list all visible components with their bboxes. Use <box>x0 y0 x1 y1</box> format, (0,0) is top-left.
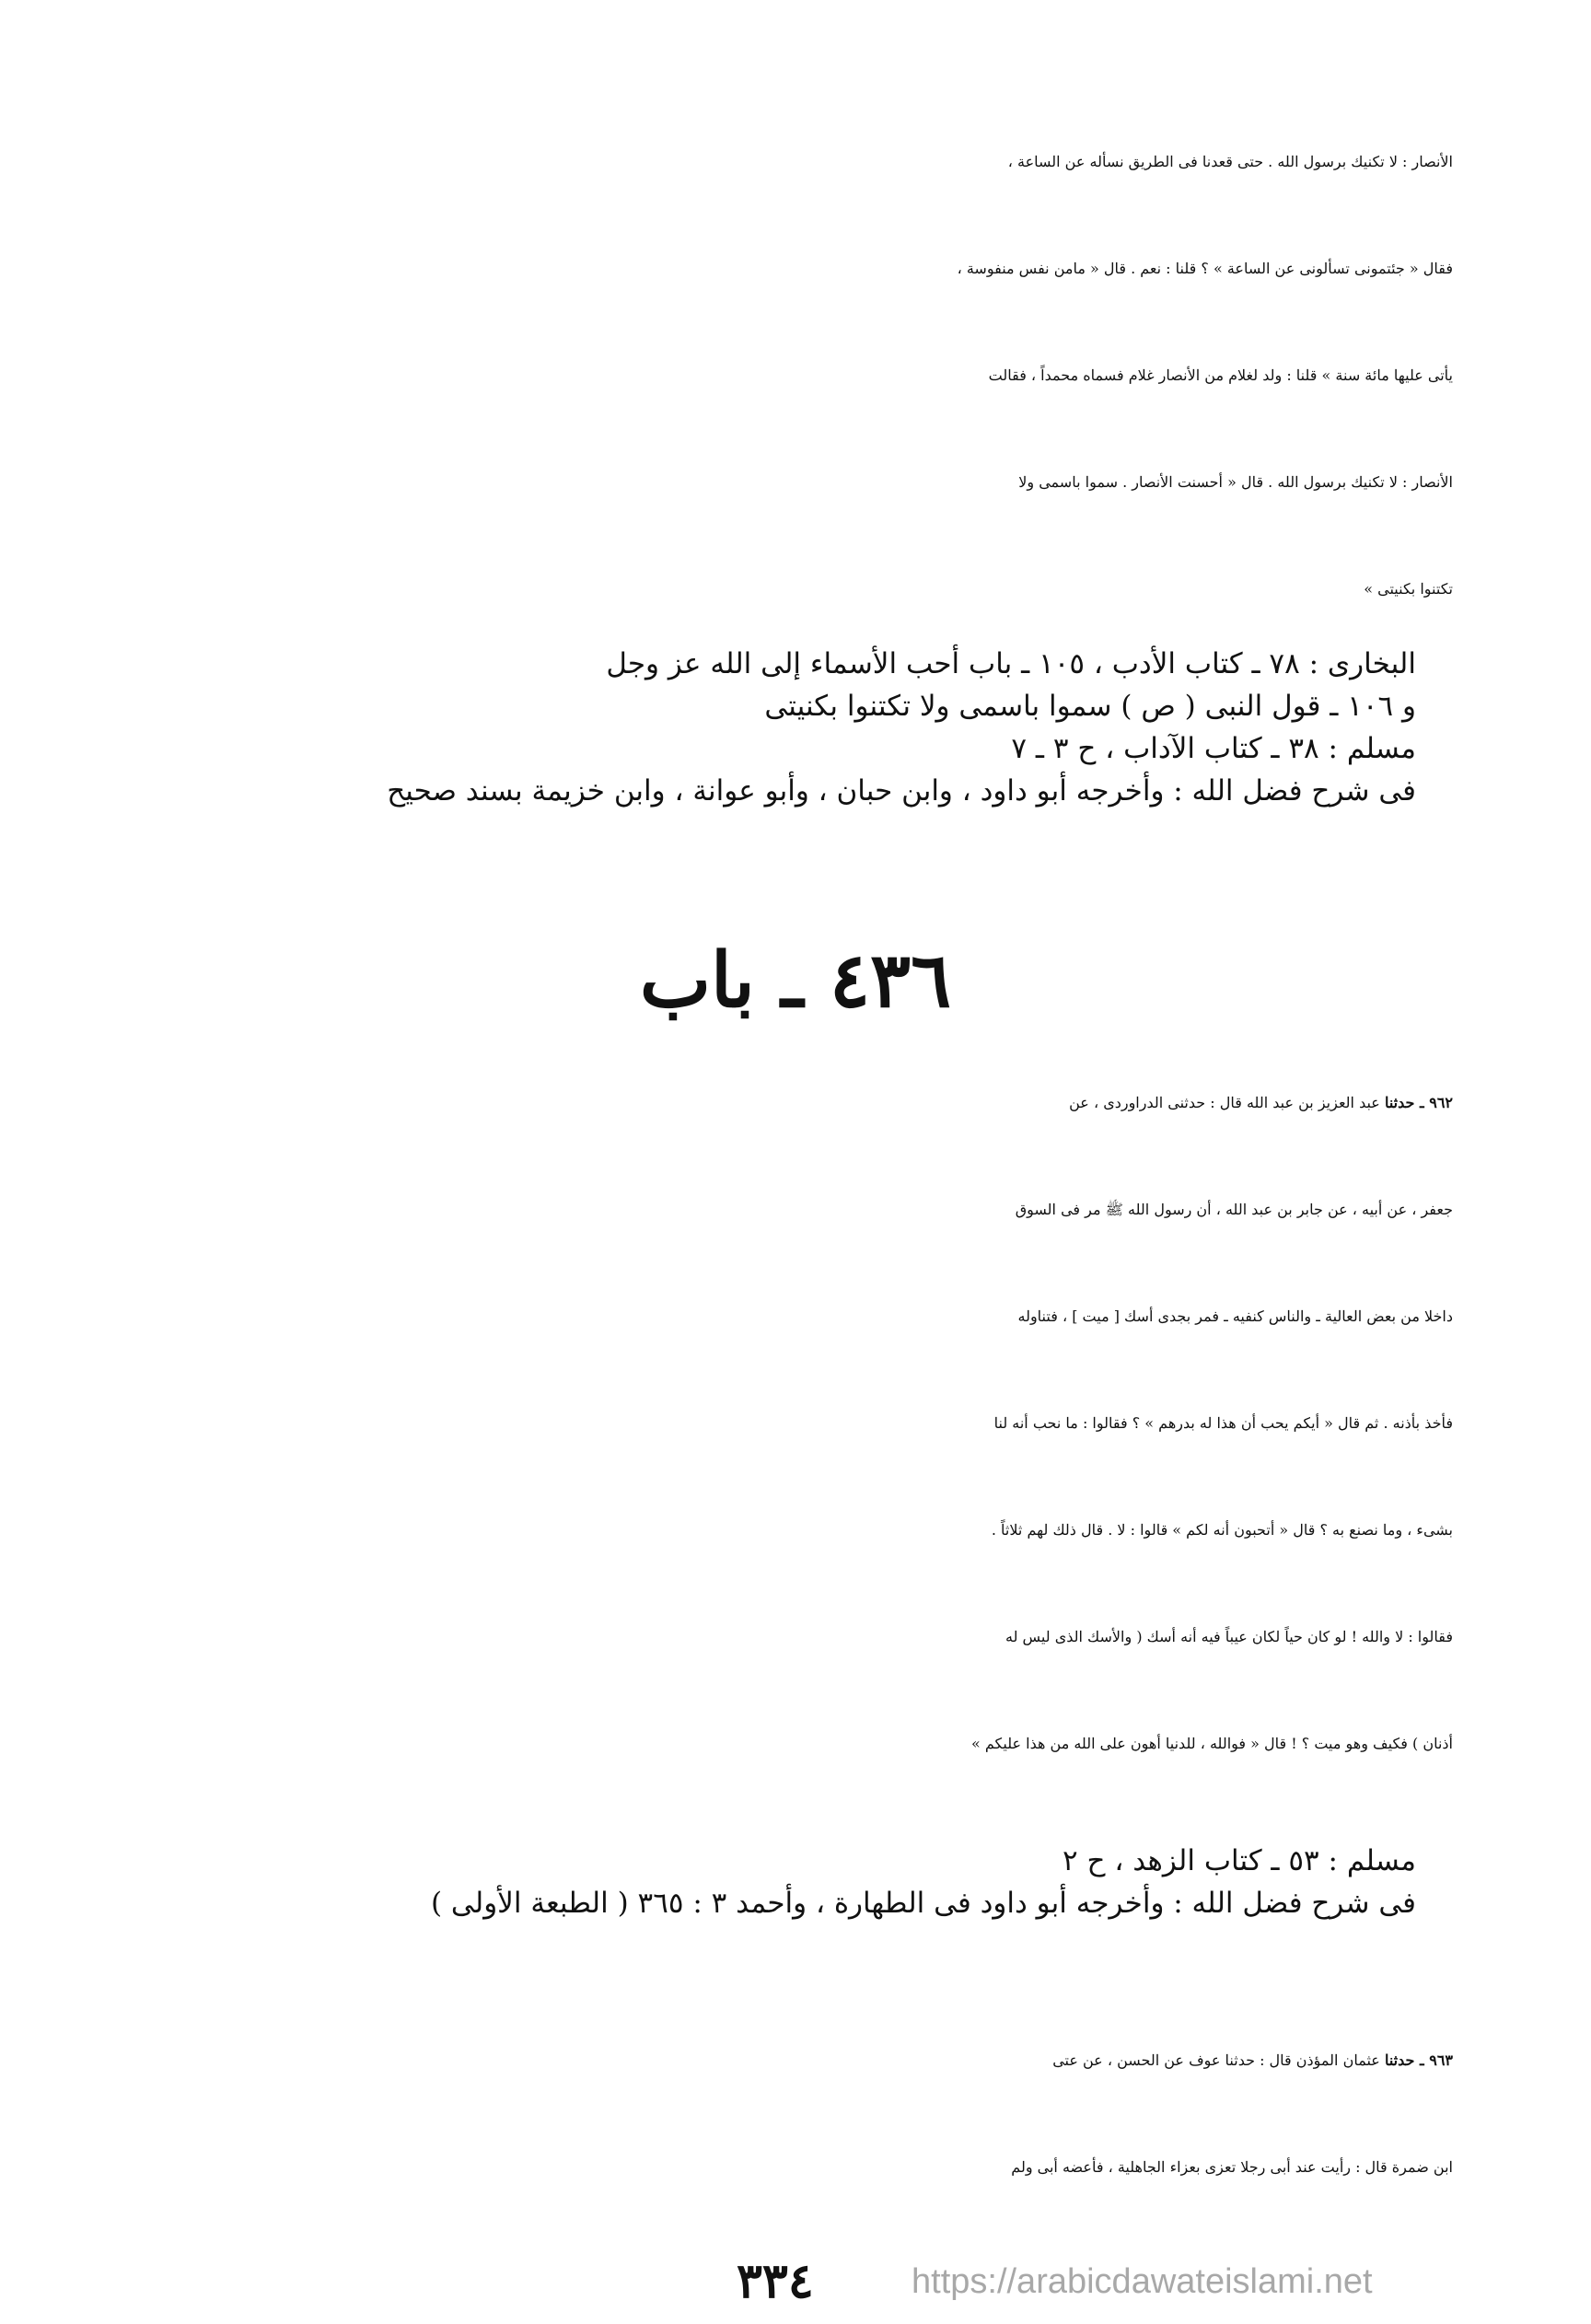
text-line: فقال « جئتمونى تسألونى عن الساعة » ؟ قلنا : نعم . قال « مامن نفس منفوسة ، <box>957 260 1453 277</box>
hadith-963 <box>127 2007 1453 2221</box>
page-footer <box>0 2254 1591 2309</box>
text-line: أذنان ) فكيف وهو ميت ؟ ! قال « فوالله ، للدنيا أهون على الله من هذا عليكم » <box>971 1735 1453 1752</box>
text-line: جعفر ، عن أبيه ، عن جابر بن عبد الله ، أن رسول الله ﷺ مر فى السوق <box>1015 1201 1453 1218</box>
footnote-line: فى شرح فضل الله : وأخرجه أبو داود فى الطهارة ، وأحمد ٣ : ٣٦٥ ( الطبعة الأولى ) <box>430 1887 1416 1920</box>
footnote-line: و ١٠٦ ـ قول النبى ( ص ) سموا باسمى ولا تكتنوا بكنيتى <box>764 690 1416 723</box>
text-line: يأتى عليها مائة سنة » قلنا : ولد لغلام من الأنصار غلام فسماه محمداً ، فقالت <box>988 366 1453 384</box>
footnotes-section1 <box>127 643 1453 812</box>
footnote-line: مسلم : ٥٣ ـ كتاب الزهد ، ح ٢ <box>1062 1844 1416 1877</box>
text-line: الأنصار : لا تكنيك برسول الله . قال « أحسنت الأنصار . سموا باسمى ولا <box>1018 473 1453 491</box>
page-number: ٣٣٤ <box>737 2253 814 2309</box>
text-line: فقالوا : لا والله ! لو كان حياً لكان عيباً فيه أنه أسك ( والأسك الذى ليس له <box>1005 1628 1453 1645</box>
text-line: الأنصار : لا تكنيك برسول الله . حتى قعدنا فى الطريق نسأله عن الساعة ، <box>1007 153 1453 170</box>
continuation-text <box>127 109 1453 643</box>
hadith-number: ٩٦٣ ـ حدثنا <box>1384 2051 1453 2069</box>
text-line: بشىء ، وما نصنع به ؟ قال « أتحبون أنه لكم » قالوا : لا . قال ذلك لهم ثلاثاً . <box>991 1521 1453 1539</box>
footnote-line: البخارى : ٧٨ ـ كتاب الأدب ، ١٠٥ ـ باب أحب الأسماء إلى الله عز وجل <box>606 647 1416 680</box>
text-line <box>127 1050 1453 1156</box>
footnotes-hadith-962 <box>127 1840 1453 1924</box>
text-line: فأخذ بأذنه . ثم قال « أيكم يحب أن هذا له بدرهم » ؟ فقالوا : ما نحب أنه لنا <box>993 1414 1453 1432</box>
text-line: داخلا من بعض العالية ـ والناس كنفيه ـ فمر بجدى أسك [ ميت ] ، فتناوله <box>1017 1307 1453 1325</box>
chapter-heading: ٤٣٦ ـ باب <box>639 936 952 1025</box>
hadith-text: عثمان المؤذن قال : حدثنا عوف عن الحسن ، عن عتى <box>1052 2051 1380 2069</box>
text-line: ابن ضمرة قال : رأيت عند أبى رجلا تعزى بعزاء الجاهلية ، فأعضه أبى ولم <box>1011 2158 1453 2176</box>
text-line: تكتنوا بكنيتى » <box>1364 580 1453 598</box>
footnote-line: فى شرح فضل الله : وأخرجه أبو داود ، وابن حبان ، وأبو عوانة ، وابن خزيمة بسند صحيح <box>387 774 1416 808</box>
footnote-line: مسلم : ٣٨ ـ كتاب الآداب ، ح ٣ ـ ٧ <box>1011 732 1416 765</box>
watermark-url: https://arabicdawateislami.net <box>912 2262 1373 2301</box>
hadith-text: عبد العزيز بن عبد الله قال : حدثنى الدراوردى ، عن <box>1069 1094 1380 1111</box>
hadith-number: ٩٦٢ ـ حدثنا <box>1384 1094 1453 1111</box>
hadith-962 <box>127 1050 1453 1797</box>
text-line <box>127 2007 1453 2114</box>
